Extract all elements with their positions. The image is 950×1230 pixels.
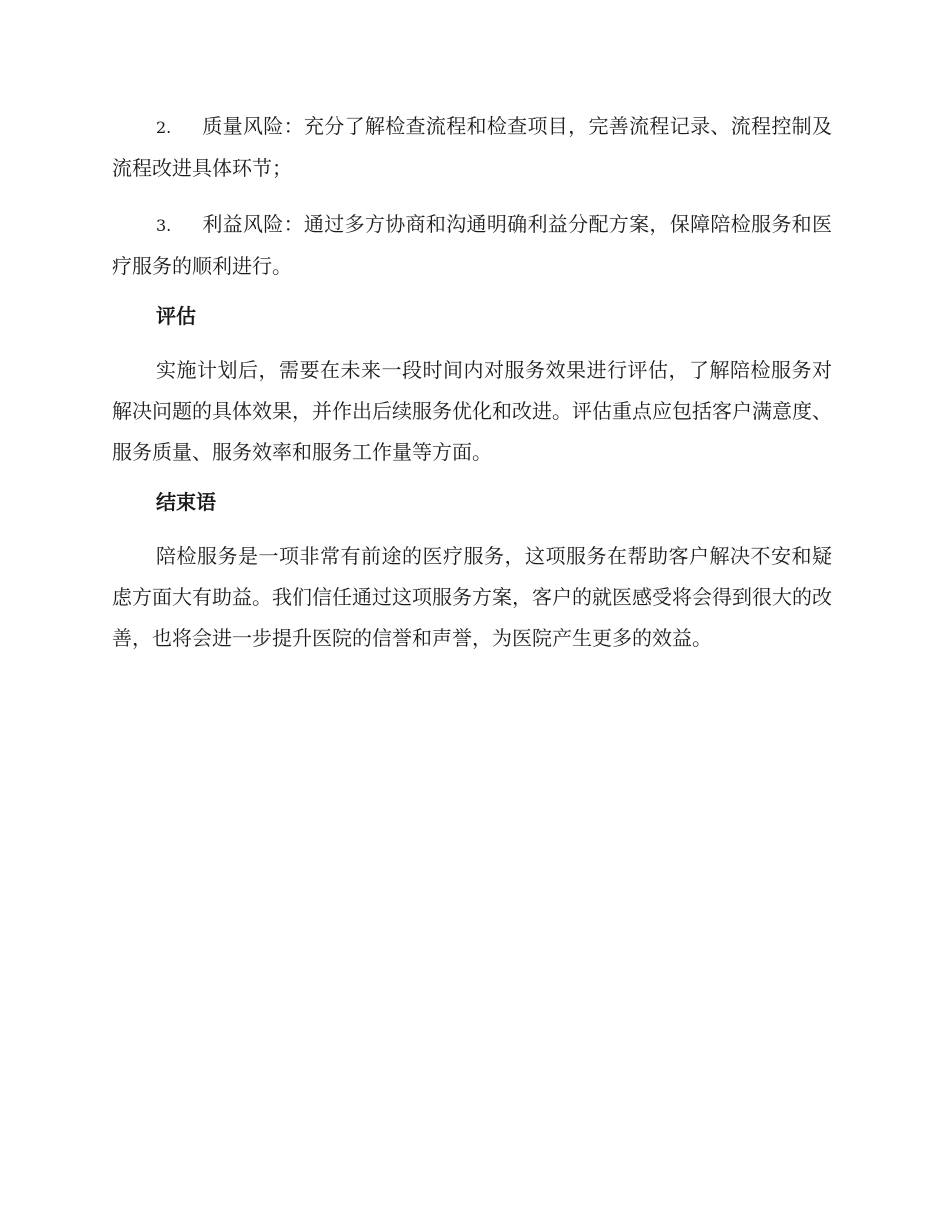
document-page xyxy=(112,106,832,674)
section-paragraph-conclusion: 陪检服务是一项非常有前途的医疗服务，这项服务在帮助客户解决不安和疑虑方面大有助益。我们信任通过这项服务方案，客户的就医感受将会得到很大的改善，也将会进一步提升医院的信誉和声誉，为医院产生更多的效益。 xyxy=(112,544,832,650)
section-heading-evaluation: 评估 xyxy=(156,304,196,328)
list-item-number: 3. xyxy=(156,216,172,235)
list-item-number: 2. xyxy=(156,118,172,137)
list-item-quality-risk xyxy=(112,106,832,189)
list-item-benefit-risk xyxy=(112,204,832,287)
section-heading-conclusion: 结束语 xyxy=(156,490,216,514)
list-item-text: 质量风险：充分了解检查流程和检查项目，完善流程记录、流程控制及流程改进具体环节； xyxy=(112,114,832,180)
section-paragraph-evaluation: 实施计划后，需要在未来一段时间内对服务效果进行评估，了解陪检服务对解决问题的具体效果，并作出后续服务优化和改进。评估重点应包括客户满意度、服务质量、服务效率和服务工作量等方面。 xyxy=(112,358,832,464)
list-item-text: 利益风险：通过多方协商和沟通明确利益分配方案，保障陪检服务和医疗服务的顺利进行。 xyxy=(112,212,832,278)
